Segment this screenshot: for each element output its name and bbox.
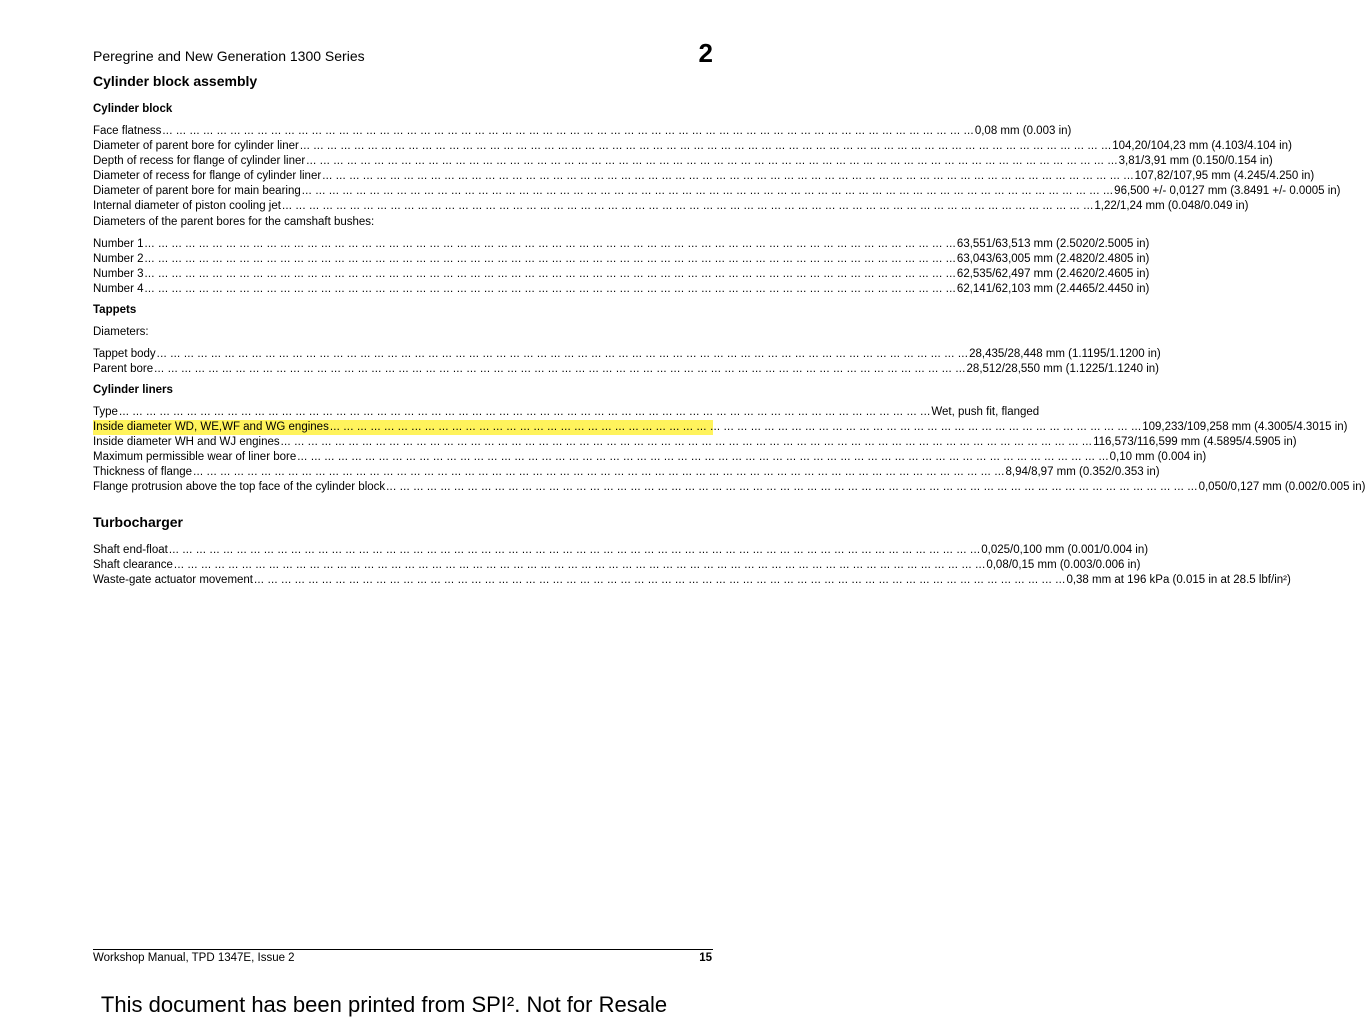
spec-label: Shaft clearance (93, 559, 173, 571)
spec-label: Internal diameter of piston cooling jet (93, 200, 281, 212)
chapter-number: 2 (698, 38, 713, 68)
spec-value: 109,233/109,258 mm (4.3005/4.3015 in) (1142, 421, 1348, 433)
spec-row (93, 420, 1348, 435)
spec-row (93, 405, 1040, 420)
spec-row (93, 480, 1365, 495)
spec-row (93, 573, 1291, 588)
dot-leader: ... ... ... ... ... ... ... ... ... ... ... ... ... ... ... ... ... ... ... ... ... ... ... ... ... ... ... ... ... ... ... ... ... ... ... ... ... ... ... ... ... ... ... ... ... ... ... ... ... ... ... ... ... ... ... ... ... ... ... ... (144, 238, 956, 250)
cylinder-block-heading: Cylinder block (93, 103, 173, 115)
spec-row (93, 139, 1292, 154)
spec-label: Number 2 (93, 253, 144, 265)
spec-value: 0,050/0,127 mm (0.002/0.005 in) (1198, 481, 1365, 493)
spec-value: 62,141/62,103 mm (2.4465/2.4450 in) (956, 283, 1150, 295)
spec-label: Number 3 (93, 268, 144, 280)
spec-label: Diameter of parent bore for main bearing (93, 185, 301, 197)
dot-leader: ... ... ... ... ... ... ... ... ... ... ... ... ... ... ... ... ... ... ... ... ... ... ... ... ... ... ... ... ... ... ... ... ... ... ... ... ... ... ... ... ... ... ... ... ... ... ... ... ... ... ... ... ... ... ... ... ... ... ... ... (168, 544, 981, 556)
dot-leader: ... ... ... ... ... ... ... ... ... ... ... ... ... ... ... ... ... ... ... ... ... ... ... ... ... ... ... ... ... ... ... ... ... ... ... ... ... ... ... ... ... ... ... ... ... ... ... ... ... ... ... ... ... ... ... ... ... ... ... ... (281, 200, 1094, 212)
spec-row (93, 282, 1150, 297)
spec-row (93, 199, 1249, 214)
spec-label: Diameter of recess for flange of cylinder liner (93, 170, 322, 182)
dot-leader: ... ... ... ... ... ... ... ... ... ... ... ... ... ... ... ... ... ... ... ... ... ... ... ... ... ... ... ... ... ... ... ... ... ... ... ... ... ... ... ... ... ... ... ... ... ... ... ... ... ... ... ... ... ... ... ... ... ... ... ... (144, 253, 956, 265)
dot-leader: ... ... ... ... ... ... ... ... ... ... ... ... ... ... ... ... ... ... ... ... ... ... ... ... ... ... ... ... ... ... ... ... ... ... ... ... ... ... ... ... ... ... ... ... ... ... ... ... ... ... ... ... ... ... ... ... ... ... ... ... (299, 140, 1112, 152)
spec-value: 0,10 mm (0.004 in) (1109, 451, 1207, 463)
tappets-intro: Diameters: (93, 326, 149, 338)
turbocharger-heading: Turbocharger (93, 514, 183, 530)
camshaft-intro: Diameters of the parent bores for the camshaft bushes: (93, 216, 375, 228)
spec-row (93, 347, 1161, 362)
dot-leader: ... ... ... ... ... ... ... ... ... ... ... ... ... ... ... ... ... ... ... ... ... ... ... ... ... ... ... ... ... ... ... ... ... ... ... ... ... ... ... ... ... ... ... ... ... ... ... ... ... ... ... ... ... ... ... ... ... ... ... ... (193, 466, 1005, 478)
spec-value: 1,22/1,24 mm (0.048/0.049 in) (1094, 200, 1249, 212)
dot-leader: ... ... ... ... ... ... ... ... ... ... ... ... ... ... ... ... ... ... ... ... ... ... ... ... ... ... ... ... ... ... ... ... ... ... ... ... ... ... ... ... ... ... ... ... ... ... ... ... ... ... ... ... ... ... ... ... ... ... ... ... (173, 559, 986, 571)
spec-row (93, 465, 1160, 480)
spec-label: Waste-gate actuator movement (93, 574, 254, 586)
spec-row (93, 184, 1341, 199)
dot-leader: ... ... ... ... ... ... ... ... ... ... ... ... ... ... ... ... ... ... ... ... ... ... ... ... ... ... ... ... ... ... ... ... ... ... ... ... ... ... ... ... ... ... ... ... ... ... ... ... ... ... ... ... ... ... ... ... ... ... ... ... (297, 451, 1109, 463)
dot-leader: ... ... ... ... ... ... ... ... ... ... ... ... ... ... ... ... ... ... ... ... ... ... ... ... ... ... ... ... ... ... ... ... ... ... ... ... ... ... ... ... ... ... ... ... ... ... ... ... ... ... ... ... ... ... ... ... ... ... ... ... (301, 185, 1114, 197)
spec-value: 28,435/28,448 mm (1.1195/1.1200 in) (969, 348, 1161, 360)
spec-value: 104,20/104,23 mm (4.103/4.104 in) (1112, 140, 1292, 152)
spec-row (93, 169, 1315, 184)
manual-title: Peregrine and New Generation 1300 Series (93, 48, 365, 64)
tappets-heading: Tappets (93, 304, 137, 316)
section-title: Cylinder block assembly (93, 73, 258, 89)
spec-value: 0,08/0,15 mm (0.003/0.006 in) (986, 559, 1141, 571)
watermark-notice: This document has been printed from SPI². Not for Resale (100, 992, 668, 1017)
spec-value: 0,08 mm (0.003 in) (974, 125, 1072, 137)
spec-label: Face flatness (93, 125, 162, 137)
spec-value: 63,043/63,005 mm (2.4820/2.4805 in) (956, 253, 1150, 265)
spec-row (93, 558, 1141, 573)
spec-row (93, 450, 1207, 465)
spec-row (93, 237, 1150, 252)
spec-row (93, 267, 1150, 282)
spec-value: 62,535/62,497 mm (2.4620/2.4605 in) (956, 268, 1150, 280)
page-number: 15 (699, 952, 712, 964)
spec-label: Tappet body (93, 348, 156, 360)
dot-leader: ... ... ... ... ... ... ... ... ... ... ... ... ... ... ... ... ... ... ... ... ... ... ... ... ... ... ... ... ... ... ... ... ... ... ... ... ... ... ... ... ... ... ... ... ... ... ... ... ... ... ... ... ... ... ... ... ... ... ... ... (254, 574, 1066, 586)
footer-text: Workshop Manual, TPD 1347E, Issue 2 (93, 952, 295, 964)
footer-divider (93, 949, 713, 950)
spec-label: Type (93, 406, 118, 418)
spec-value: 0,38 mm at 196 kPa (0.015 in at 28.5 lbf/in²) (1066, 574, 1291, 586)
spec-value: 0,025/0,100 mm (0.001/0.004 in) (981, 544, 1149, 556)
dot-leader: ... ... ... ... ... ... ... ... ... ... ... ... ... ... ... ... ... ... ... ... ... ... ... ... ... ... ... ... ... ... ... ... ... ... ... ... ... ... ... ... ... ... ... ... ... ... ... ... ... ... ... ... ... ... ... ... ... ... ... ... (156, 348, 969, 360)
spec-label: Flange protrusion above the top face of the cylinder block (93, 481, 386, 493)
spec-value: 8,94/8,97 mm (0.352/0.353 in) (1005, 466, 1160, 478)
spec-row (93, 543, 1149, 558)
spec-label: Diameter of parent bore for cylinder liner (93, 140, 299, 152)
spec-label: Number 1 (93, 238, 144, 250)
spec-label: Maximum permissible wear of liner bore (93, 451, 297, 463)
spec-row (93, 124, 1072, 139)
spec-value: 96,500 +/- 0,0127 mm (3.8491 +/- 0.0005 in) (1114, 185, 1341, 197)
spec-label: Parent bore (93, 363, 154, 375)
spec-value: 116,573/116,599 mm (4.5895/4.5905 in) (1093, 436, 1297, 448)
spec-label: Depth of recess for flange of cylinder liner (93, 155, 306, 167)
spec-row (93, 362, 1159, 377)
dot-leader: ... ... ... ... ... ... ... ... ... ... ... ... ... ... ... ... ... ... ... ... ... ... ... ... ... ... ... ... ... ... ... ... ... ... ... ... ... ... ... ... ... ... ... ... ... ... ... ... ... ... ... ... ... ... ... ... ... ... ... ... (322, 170, 1134, 182)
spec-label: Number 4 (93, 283, 144, 295)
dot-leader: ... ... ... ... ... ... ... ... ... ... ... ... ... ... ... ... ... ... ... ... ... ... ... ... ... ... ... ... ... ... ... ... ... ... ... ... ... ... ... ... ... ... ... ... ... ... ... ... ... ... ... ... ... ... ... ... ... ... ... ... (162, 125, 974, 137)
dot-leader: ... ... ... ... ... ... ... ... ... ... ... ... ... ... ... ... ... ... ... ... ... ... ... ... ... ... ... ... ... ... ... ... ... ... ... ... ... ... ... ... ... ... ... ... ... ... ... ... ... ... ... ... ... ... ... ... ... ... ... ... (144, 268, 956, 280)
dot-leader: ... ... ... ... ... ... ... ... ... ... ... ... ... ... ... ... ... ... ... ... ... ... ... ... ... ... ... ... ... ... ... ... ... ... ... ... ... ... ... ... ... ... ... ... ... ... ... ... ... ... ... ... ... ... ... ... ... ... ... ... (386, 481, 1198, 493)
spec-value: 107,82/107,95 mm (4.245/4.250 in) (1134, 170, 1315, 182)
cylinder-liners-heading: Cylinder liners (93, 384, 173, 396)
dot-leader: ... ... ... ... ... ... ... ... ... ... ... ... ... ... ... ... ... ... ... ... ... ... ... ... ... ... ... ... ... ... ... ... ... ... ... ... ... ... ... ... ... ... ... ... ... ... ... ... ... ... ... ... ... ... ... ... ... ... ... ... (280, 436, 1093, 448)
dot-leader: ... ... ... ... ... ... ... ... ... ... ... ... ... ... ... ... ... ... ... ... ... ... ... ... ... ... ... ... ... ... ... ... ... ... ... ... ... ... ... ... ... ... ... ... ... ... ... ... ... ... ... ... ... ... ... ... ... ... ... ... (144, 283, 956, 295)
spec-row (93, 252, 1150, 267)
spec-label: Shaft end-float (93, 544, 168, 556)
spec-value: 63,551/63,513 mm (2.5020/2.5005 in) (956, 238, 1150, 250)
dot-leader: ... ... ... ... ... ... ... ... ... ... ... ... ... ... ... ... ... ... ... ... ... ... ... ... ... ... ... ... ... ... ... ... ... ... ... ... ... ... ... ... ... ... ... ... ... ... ... ... ... ... ... ... ... ... ... ... ... ... ... ... (118, 406, 931, 418)
dot-leader: ... ... ... ... ... ... ... ... ... ... ... ... ... ... ... ... ... ... ... ... ... ... ... ... ... ... ... ... ... ... ... ... ... ... ... ... ... ... ... ... ... ... ... ... ... ... ... ... ... ... ... ... ... ... ... ... ... ... ... ... (154, 363, 966, 375)
dot-leader: ... ... ... ... ... ... ... ... ... ... ... ... ... ... ... ... ... ... ... ... ... ... ... ... ... ... ... ... ... ... ... ... ... ... ... ... ... ... ... ... ... ... ... ... ... ... ... ... ... ... ... ... ... ... ... ... ... ... ... ... (306, 155, 1118, 167)
spec-value: 28,512/28,550 mm (1.1225/1.1240 in) (966, 363, 1159, 375)
spec-value: 3,81/3,91 mm (0.150/0.154 in) (1118, 155, 1273, 167)
spec-value: Wet, push fit, flanged (931, 406, 1040, 418)
spec-row (93, 154, 1273, 169)
dot-leader: ... ... ... ... ... ... ... ... ... ... ... ... ... ... ... ... ... ... ... ... ... ... ... ... ... ... ... ... ... ... ... ... ... ... ... ... ... ... ... ... ... ... ... ... ... ... ... ... ... ... ... ... ... ... ... ... ... ... ... ... (329, 421, 1142, 433)
spec-label: Inside diameter WH and WJ engines (93, 436, 280, 448)
spec-row (93, 435, 1297, 450)
spec-label: Inside diameter WD, WE,WF and WG engines (93, 421, 329, 433)
spec-label: Thickness of flange (93, 466, 193, 478)
